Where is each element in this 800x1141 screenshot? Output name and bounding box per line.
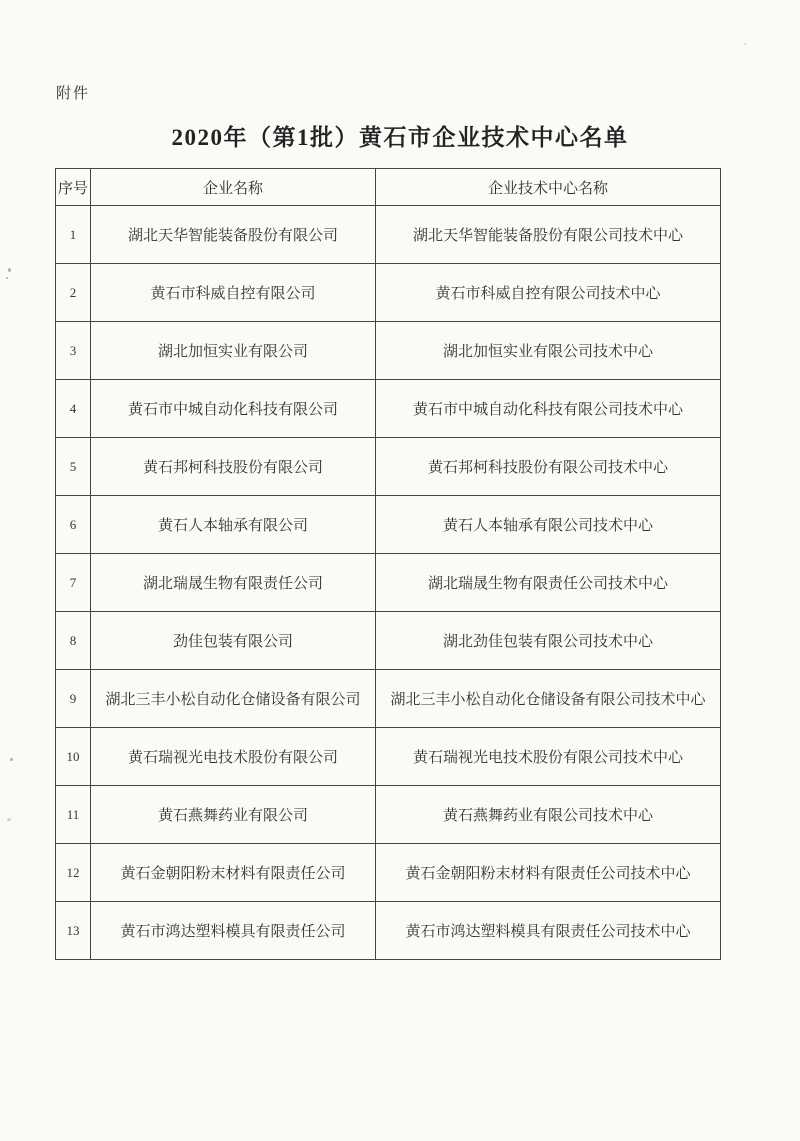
row-number-cell: 11 <box>56 786 91 844</box>
company-name-cell: 湖北瑞晟生物有限责任公司 <box>91 554 376 612</box>
company-name-cell: 黄石燕舞药业有限公司 <box>91 786 376 844</box>
row-number-cell: 12 <box>56 844 91 902</box>
header-序号: 序号 <box>56 169 91 206</box>
table-header-row <box>56 169 721 206</box>
company-name-cell: 黄石人本轴承有限公司 <box>91 496 376 554</box>
table-row <box>56 380 721 438</box>
center-name-cell: 湖北劲佳包装有限公司技术中心 <box>376 612 721 670</box>
company-name-cell: 黄石瑞视光电技术股份有限公司 <box>91 728 376 786</box>
company-name-cell: 黄石市中城自动化科技有限公司 <box>91 380 376 438</box>
table-row <box>56 206 721 264</box>
center-name-cell: 黄石市科威自控有限公司技术中心 <box>376 264 721 322</box>
table-row <box>56 670 721 728</box>
table-row <box>56 728 721 786</box>
center-name-cell: 黄石瑞视光电技术股份有限公司技术中心 <box>376 728 721 786</box>
center-name-cell: 黄石燕舞药业有限公司技术中心 <box>376 786 721 844</box>
attachment-label: 附件 <box>56 86 91 102</box>
table-row <box>56 844 721 902</box>
scan-speckle <box>10 758 13 761</box>
table-row <box>56 322 721 380</box>
company-name-cell: 湖北天华智能装备股份有限公司 <box>91 206 376 264</box>
scan-speckle <box>8 268 11 272</box>
company-name-cell: 黄石市鸿达塑料模具有限责任公司 <box>91 902 376 960</box>
center-name-cell: 湖北天华智能装备股份有限公司技术中心 <box>376 206 721 264</box>
company-name-cell: 黄石邦柯科技股份有限公司 <box>91 438 376 496</box>
table-row <box>56 264 721 322</box>
tech-center-table <box>55 168 721 960</box>
page-title: 2020年（第1批）黄石市企业技术中心名单 <box>171 125 629 150</box>
row-number-cell: 9 <box>56 670 91 728</box>
table-row <box>56 786 721 844</box>
header-企业技术中心名称: 企业技术中心名称 <box>376 169 721 206</box>
row-number-cell: 10 <box>56 728 91 786</box>
row-number-cell: 7 <box>56 554 91 612</box>
row-number-cell: 8 <box>56 612 91 670</box>
row-number-cell: 13 <box>56 902 91 960</box>
scan-speckle <box>7 818 11 821</box>
row-number-cell: 1 <box>56 206 91 264</box>
company-name-cell: 劲佳包装有限公司 <box>91 612 376 670</box>
company-name-cell: 黄石金朝阳粉末材料有限责任公司 <box>91 844 376 902</box>
table-row <box>56 496 721 554</box>
scan-speckle <box>744 43 746 45</box>
table-row <box>56 612 721 670</box>
row-number-cell: 6 <box>56 496 91 554</box>
row-number-cell: 5 <box>56 438 91 496</box>
table-row <box>56 902 721 960</box>
table-row <box>56 438 721 496</box>
company-name-cell: 湖北三丰小松自动化仓储设备有限公司 <box>91 670 376 728</box>
center-name-cell: 黄石市中城自动化科技有限公司技术中心 <box>376 380 721 438</box>
row-number-cell: 2 <box>56 264 91 322</box>
row-number-cell: 4 <box>56 380 91 438</box>
center-name-cell: 黄石金朝阳粉末材料有限责任公司技术中心 <box>376 844 721 902</box>
company-name-cell: 湖北加恒实业有限公司 <box>91 322 376 380</box>
header-企业名称: 企业名称 <box>91 169 376 206</box>
center-name-cell: 湖北三丰小松自动化仓储设备有限公司技术中心 <box>376 670 721 728</box>
center-name-cell: 黄石人本轴承有限公司技术中心 <box>376 496 721 554</box>
table-row <box>56 554 721 612</box>
row-number-cell: 3 <box>56 322 91 380</box>
center-name-cell: 黄石市鸿达塑料模具有限责任公司技术中心 <box>376 902 721 960</box>
center-name-cell: 湖北加恒实业有限公司技术中心 <box>376 322 721 380</box>
center-name-cell: 湖北瑞晟生物有限责任公司技术中心 <box>376 554 721 612</box>
company-name-cell: 黄石市科威自控有限公司 <box>91 264 376 322</box>
center-name-cell: 黄石邦柯科技股份有限公司技术中心 <box>376 438 721 496</box>
scan-speckle <box>6 277 8 279</box>
